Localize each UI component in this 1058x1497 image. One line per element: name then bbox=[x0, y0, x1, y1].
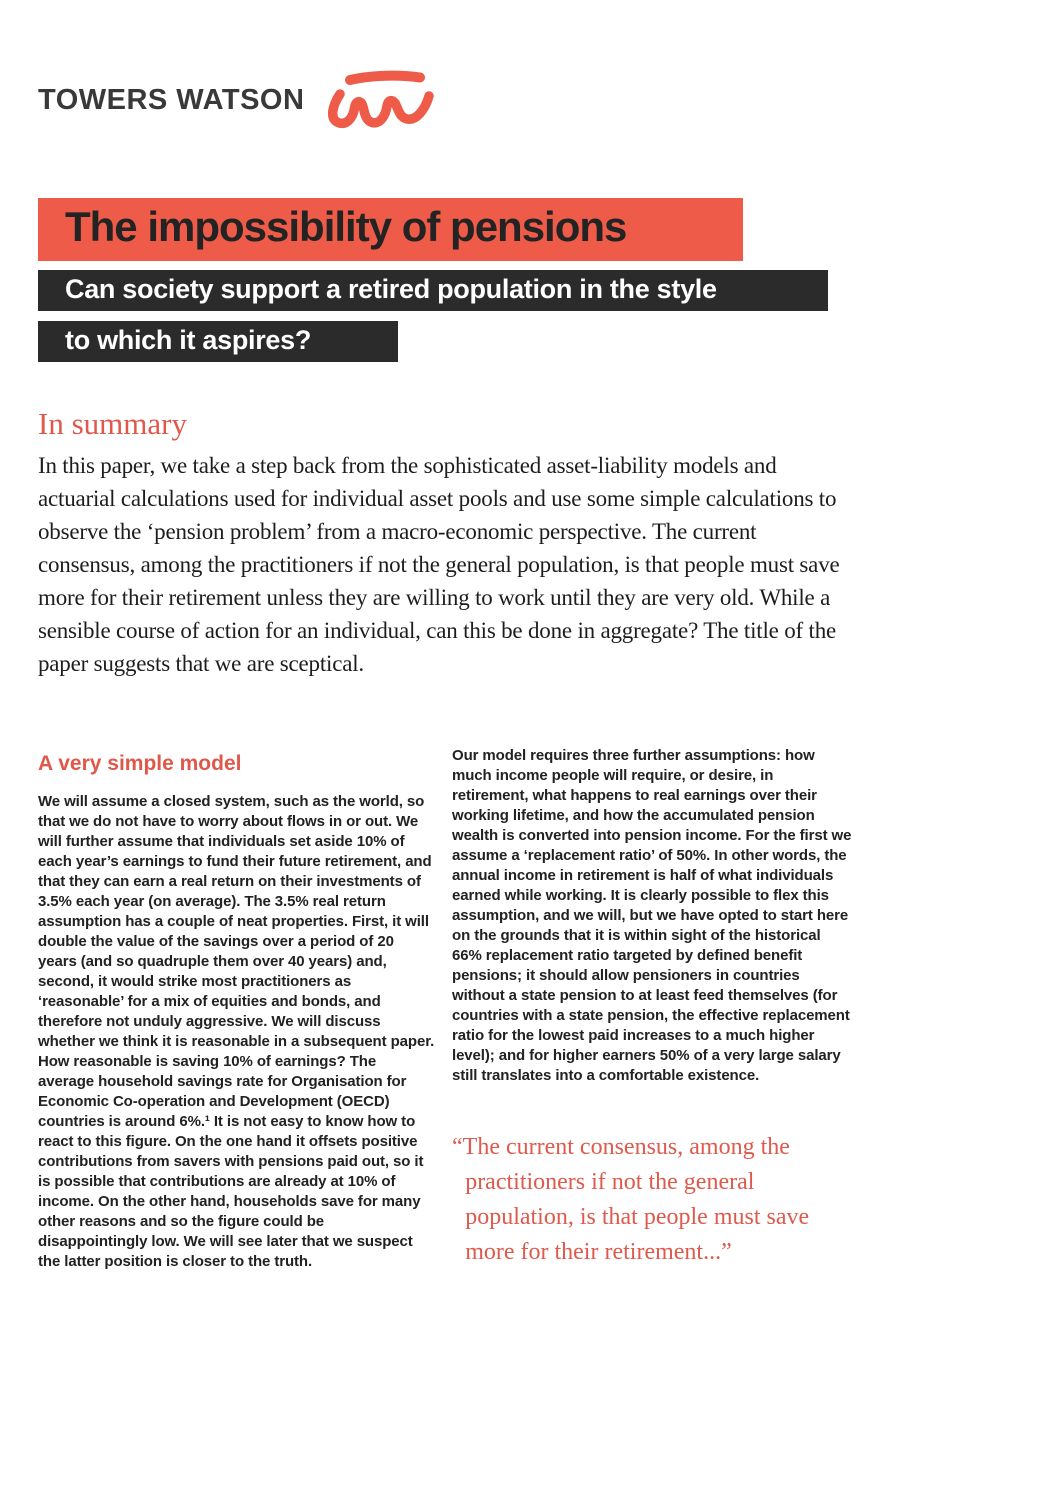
subtitle-bar-1 bbox=[38, 270, 828, 311]
towers-watson-logo bbox=[38, 70, 438, 132]
body-columns bbox=[38, 746, 852, 1272]
summary-paragraph: In this paper, we take a step back from the sophisticated asset-liability models and actuarial calculations used for individual asset pools and use some simple calculations to observe the ‘pension problem’ from a macro-economic perspective. The current consensus, among the practitioners if not the general population, is that people must save more for their retirement unless they are willing to work until they are very old. While a sensible course of action for an individual, can this be done in aggregate? The title of the paper suggests that we are sceptical. bbox=[38, 453, 840, 676]
right-column bbox=[452, 746, 852, 1272]
summary-heading: In summary bbox=[38, 406, 187, 441]
model-section-heading: A very simple model bbox=[38, 752, 242, 775]
left-column bbox=[38, 746, 436, 1272]
brand-name: TOWERS WATSON bbox=[38, 84, 305, 116]
title-banner bbox=[38, 198, 743, 261]
page-subtitle-line-2: to which it aspires? bbox=[65, 324, 312, 355]
subtitle-bar-2 bbox=[38, 321, 398, 362]
assumptions-paragraph: Our model requires three further assumptions: how much income people will require, or desire, in retirement, what happens to real earnings over their working lifetime, and how the accumulated pension wealth is converted into pension income. For the first we assume a ‘replacement ratio’ of 50%. In other words, the annual income in retirement is half of what individuals earned while working. It is clearly possible to flex this assumption, and we will, but we have opted to start here on the grounds that it is within sight of the historical 66% replacement ratio targeted by defined benefit pensions; it should allow pensioners in countries without a state pension to at least feed themselves (for countries with a state pension, the effective replacement ratio for the lowest paid increases to a much higher level); and for higher earners 50% of a very large salary still translates into a comfortable existence. bbox=[452, 747, 852, 1084]
page-title: The impossibility of pensions bbox=[65, 202, 627, 250]
pull-quote: “The current consensus, among the practitioners if not the general population, is that people must save more for their retirement...” bbox=[452, 1134, 810, 1265]
page-subtitle-line-1: Can society support a retired population in the style bbox=[65, 273, 717, 304]
towers-watson-w-script-icon bbox=[320, 70, 438, 132]
model-section-paragraph: We will assume a closed system, such as the world, so that we do not have to worry about flows in or out. We will further assume that individuals set aside 10% of each year’s earnings to fund their future retirement, and that they can earn a real return on their investments of 3.5% each year (on average). The 3.5% real return assumption has a couple of neat properties. First, it will double the value of the savings over a period of 20 years (and so quadruple them over 40 years) and, second, it would strike most practitioners as ‘reasonable’ for a mix of equities and bonds, and therefore not unduly aggressive. We will discuss whether we think it is reasonable in a subsequent paper. How reasonable is saving 10% of earnings? The average household savings rate for Organisation for Economic Co-operation and Development (OECD) countries is around 6%.¹ It is not easy to know how to react to this figure. On the one hand it offsets positive contributions from savers with pensions paid out, so it is possible that contributions are already at 10% of income. On the other hand, households save for many other reasons and so the figure could be disappointingly low. We will see later that we suspect the latter position is closer to the truth. bbox=[38, 793, 435, 1270]
